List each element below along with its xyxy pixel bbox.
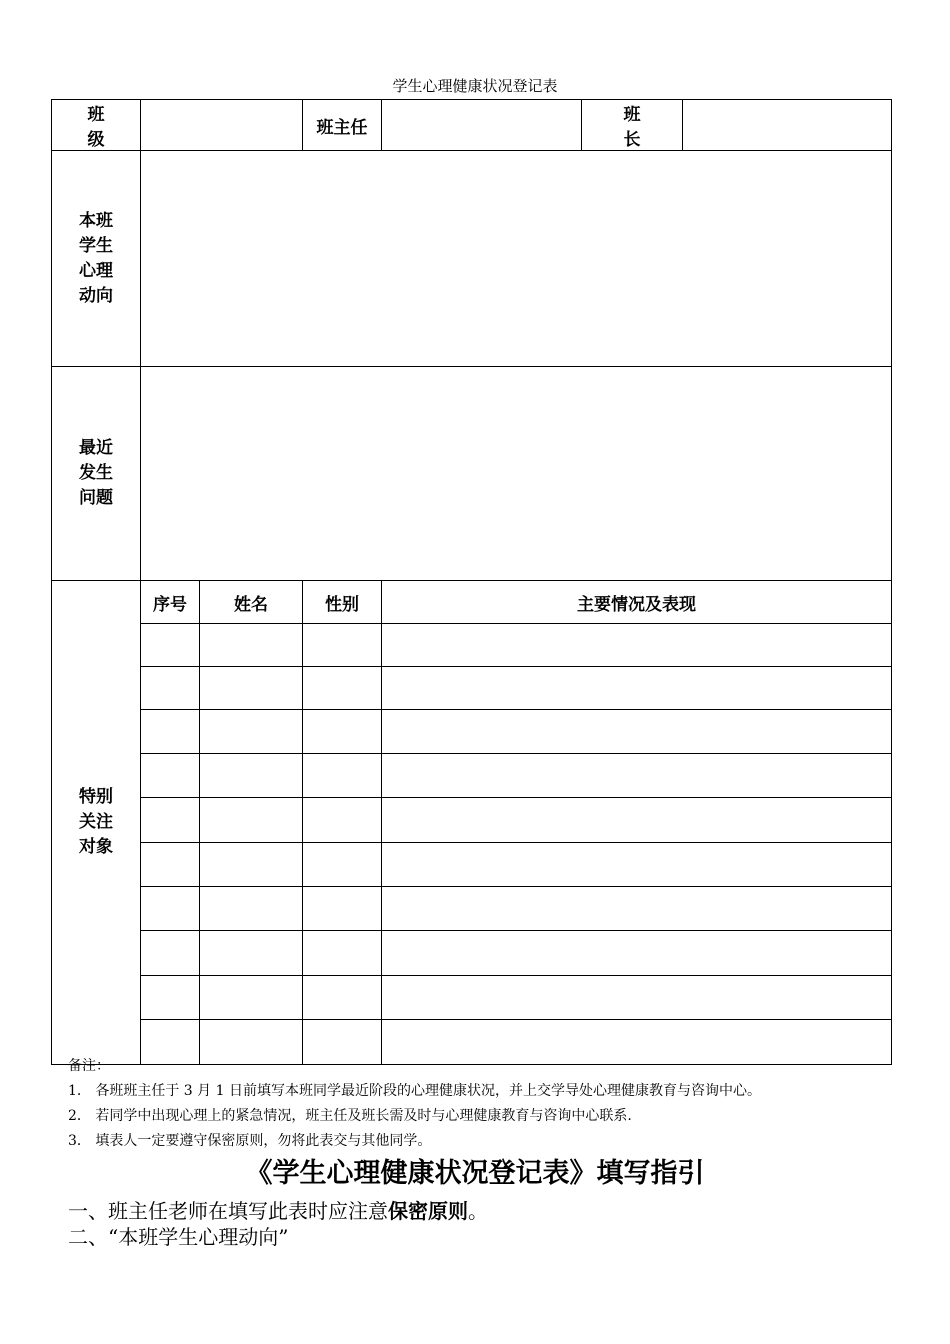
header-row <box>52 100 892 151</box>
situation-cell[interactable] <box>382 887 892 931</box>
situation-cell[interactable] <box>382 710 892 754</box>
special-header-row <box>52 581 892 624</box>
gender-cell[interactable] <box>303 798 382 843</box>
situation-cell[interactable] <box>382 624 892 667</box>
name-cell[interactable] <box>200 710 303 754</box>
situation-cell[interactable] <box>382 754 892 798</box>
special-label: 特别 关注 对象 <box>52 581 141 1065</box>
situation-cell[interactable] <box>382 931 892 976</box>
gender-cell[interactable] <box>303 667 382 710</box>
teacher-label: 班主任 <box>303 100 382 151</box>
issues-label: 最近 发生 问题 <box>52 367 141 581</box>
table-row <box>52 931 892 976</box>
gender-cell[interactable] <box>303 624 382 667</box>
gender-cell[interactable] <box>303 710 382 754</box>
document-title: 学生心理健康状况登记表 <box>392 77 558 95</box>
note-item: 3． 填表人一定要遵守保密原则，勿将此表交与其他同学。 <box>68 1133 432 1149</box>
teacher-field[interactable] <box>382 100 582 151</box>
table-row <box>52 754 892 798</box>
trends-row <box>52 151 892 367</box>
name-cell[interactable] <box>200 931 303 976</box>
table-row <box>52 843 892 887</box>
table-row <box>52 976 892 1020</box>
name-cell[interactable] <box>200 887 303 931</box>
notes-section <box>68 1054 761 1154</box>
situation-cell[interactable] <box>382 667 892 710</box>
number-cell[interactable] <box>141 887 200 931</box>
number-cell[interactable] <box>141 798 200 843</box>
gender-cell[interactable] <box>303 976 382 1020</box>
name-cell[interactable] <box>200 754 303 798</box>
column-header-gender: 性别 <box>303 581 382 624</box>
table-row <box>52 798 892 843</box>
situation-cell[interactable] <box>382 798 892 843</box>
name-cell[interactable] <box>200 624 303 667</box>
gender-cell[interactable] <box>303 843 382 887</box>
gender-cell[interactable] <box>303 931 382 976</box>
situation-cell[interactable] <box>382 976 892 1020</box>
monitor-field[interactable] <box>683 100 892 151</box>
column-header-name: 姓名 <box>200 581 303 624</box>
class-label: 班 级 <box>52 100 141 151</box>
gender-cell[interactable] <box>303 754 382 798</box>
guide-item-1-emphasis: 保密原则 <box>388 1199 468 1223</box>
guide-title: 《学生心理健康状况登记表》填写指引 <box>245 1158 705 1189</box>
number-cell[interactable] <box>141 710 200 754</box>
table-row <box>52 887 892 931</box>
name-cell[interactable] <box>200 976 303 1020</box>
number-cell[interactable] <box>141 931 200 976</box>
registration-form-table <box>51 99 892 1065</box>
note-item: 1． 各班班主任于 3 月 1 日前填写本班同学最近阶段的心理健康状况，并上交学导处心理健康教育与咨询中心。 <box>68 1083 761 1099</box>
name-cell[interactable] <box>200 798 303 843</box>
trends-label: 本班 学生 心理 动向 <box>52 151 141 367</box>
column-header-number: 序号 <box>141 581 200 624</box>
guide-section <box>68 1198 488 1250</box>
table-row <box>52 710 892 754</box>
number-cell[interactable] <box>141 754 200 798</box>
trends-field[interactable] <box>141 151 892 367</box>
situation-cell[interactable] <box>382 843 892 887</box>
name-cell[interactable] <box>200 667 303 710</box>
number-cell[interactable] <box>141 667 200 710</box>
number-cell[interactable] <box>141 976 200 1020</box>
guide-item-1: 一、班主任老师在填写此表时应注意保密原则。 <box>68 1199 488 1223</box>
monitor-label: 班 长 <box>582 100 683 151</box>
name-cell[interactable] <box>200 843 303 887</box>
gender-cell[interactable] <box>303 887 382 931</box>
number-cell[interactable] <box>141 843 200 887</box>
column-header-situation: 主要情况及表现 <box>382 581 892 624</box>
note-item: 2． 若同学中出现心理上的紧急情况，班主任及班长需及时与心理健康教育与咨询中心联系. <box>68 1108 632 1124</box>
issues-field[interactable] <box>141 367 892 581</box>
number-cell[interactable] <box>141 624 200 667</box>
notes-heading: 备注： <box>68 1058 110 1074</box>
guide-item-2: 二、“本班学生心理动向” <box>68 1225 289 1249</box>
table-row <box>52 667 892 710</box>
table-row <box>52 624 892 667</box>
issues-row <box>52 367 892 581</box>
class-field[interactable] <box>141 100 303 151</box>
